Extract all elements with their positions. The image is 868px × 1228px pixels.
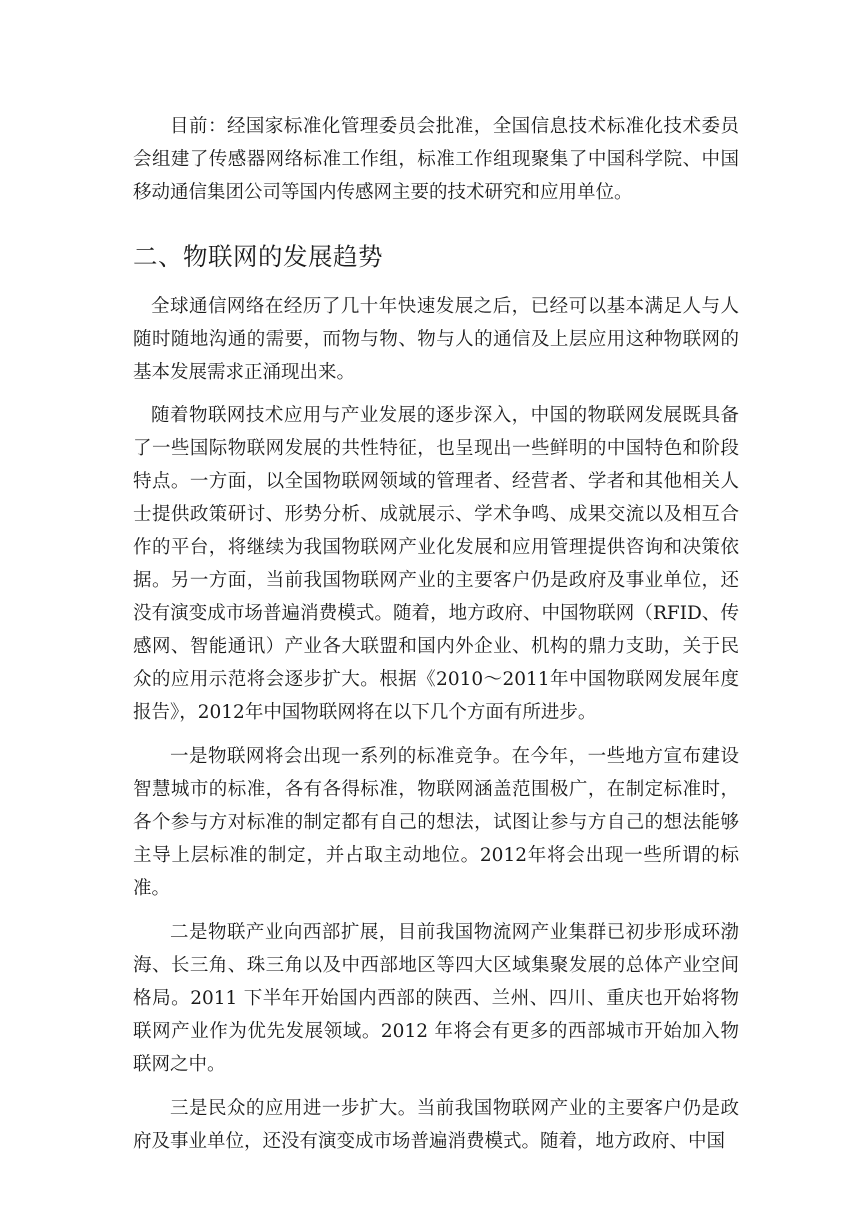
body-paragraph-3: 一是物联网将会出现一系列的标准竞争。在今年，一些地方宣布建设智慧城市的标准，各有各得标准，物联网涵盖范围极广，在制定标准时，各个参与方对标准的制定都有自己的想法，试图让参与方自己的想法能够主导上层标准的制定，并占取主动地位。2012年将会出现一些所谓的标准。 bbox=[133, 746, 739, 899]
body-paragraph-5: 三是民众的应用进一步扩大。当前我国物联网产业的主要客户仍是政府及事业单位，还没有演变成市场普遍消费模式。随着，地方政府、中国 bbox=[133, 1098, 739, 1152]
document-body bbox=[133, 110, 739, 1158]
intro-paragraph: 目前：经国家标准化管理委员会批准，全国信息技术标准化技术委员会组建了传感器网络标准工作组，标准工作组现聚集了中国科学院、中国移动通信集团公司等国内传感网主要的技术研究和应用单位。 bbox=[133, 116, 739, 203]
body-paragraph-1: 全球通信网络在经历了几十年快速发展之后，已经可以基本满足人与人随时随地沟通的需要，而物与物、物与人的通信及上层应用这种物联网的基本发展需求正涌现出来。 bbox=[133, 296, 739, 383]
section-heading: 二、物联网的发展趋势 bbox=[133, 242, 383, 271]
body-paragraph-2: 随着物联网技术应用与产业发展的逐步深入，中国的物联网发展既具备了一些国际物联网发展的共性特征，也呈现出一些鲜明的中国特色和阶段特点。一方面，以全国物联网领域的管理者、经营者、学者和其他相关人士提供政策研讨、形势分析、成就展示、学术争鸣、成果交流以及相互合作的平台，将继续为我国物联网产业化发展和应用管理提供咨询和决策依据。另一方面，当前我国物联网产业的主要客户仍是政府及事业单位，还没有演变成市场普遍消费模式。随着，地方政府、中国物联网（RFID、传感网、智能通讯）产业各大联盟和国内外企业、机构的鼎力支助，关于民众的应用示范将会逐步扩大。根据《2010～2011年中国物联网发展年度报告》，2012年中国物联网将在以下几个方面有所进步。 bbox=[133, 405, 739, 723]
body-paragraph-4: 二是物联产业向西部扩展，目前我国物流网产业集群已初步形成环渤海、长三角、珠三角以及中西部地区等四大区域集聚发展的总体产业空间格局。2011 下半年开始国内西部的陕西、兰州、四川、重庆也开始将物联网产业作为优先发展领域。2012 年将会有更多的西部城市开始加入物联网之中。 bbox=[133, 922, 739, 1075]
